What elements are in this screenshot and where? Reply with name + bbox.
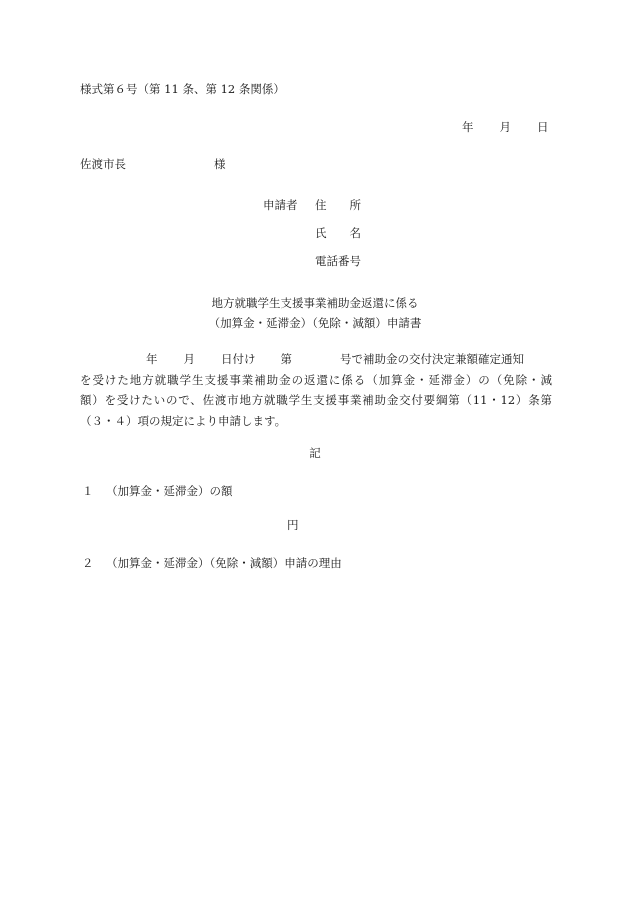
- phone-label: 電話番号: [315, 254, 361, 268]
- body-no: 第: [280, 352, 292, 366]
- body-paragraph: [80, 349, 552, 431]
- honorific: 様: [214, 157, 226, 171]
- applicant-label: 申請者: [263, 198, 298, 212]
- item-1-label: （加算金・延滞金）の額: [106, 484, 233, 498]
- body-line-1: [80, 349, 552, 370]
- body-month: 月: [183, 352, 195, 366]
- yen-label: 円: [287, 518, 299, 532]
- item-1-number: １: [82, 484, 94, 498]
- date-year: 年: [462, 120, 474, 134]
- date-month: 月: [499, 120, 511, 134]
- ki-label: 記: [309, 446, 321, 460]
- name-label: 氏 名: [315, 226, 361, 240]
- body-line-3: 額）を受けたいので、佐渡市地方就職学生支援事業補助金交付要綱第（11・12）条第: [80, 393, 552, 407]
- body-line-2: を受けた地方就職学生支援事業補助金の返還に係る（加算金・延滞金）の（免除・減: [80, 372, 552, 387]
- title-line-1: 地方就職学生支援事業補助金返還に係る: [211, 296, 419, 310]
- date-day: 日: [537, 120, 549, 134]
- body-line-4: （３・４）項の規定により申請します。: [80, 413, 287, 428]
- body-year: 年: [146, 352, 158, 366]
- date-line: [462, 120, 549, 134]
- item-2-number: ２: [82, 556, 94, 570]
- addressee: 佐渡市長: [80, 157, 126, 171]
- title-line-2: （加算金・延滞金）（免除・減額）申請書: [208, 316, 422, 330]
- body-date: 日付け: [221, 352, 256, 366]
- body-line-1-rest: 号で補助金の交付決定兼額確定通知: [340, 352, 524, 366]
- address-label: 住 所: [315, 198, 361, 212]
- form-number: 様式第６号（第 11 条、第 12 条関係）: [80, 82, 285, 96]
- item-2-label: （加算金・延滞金）（免除・減額）申請の理由: [106, 556, 342, 570]
